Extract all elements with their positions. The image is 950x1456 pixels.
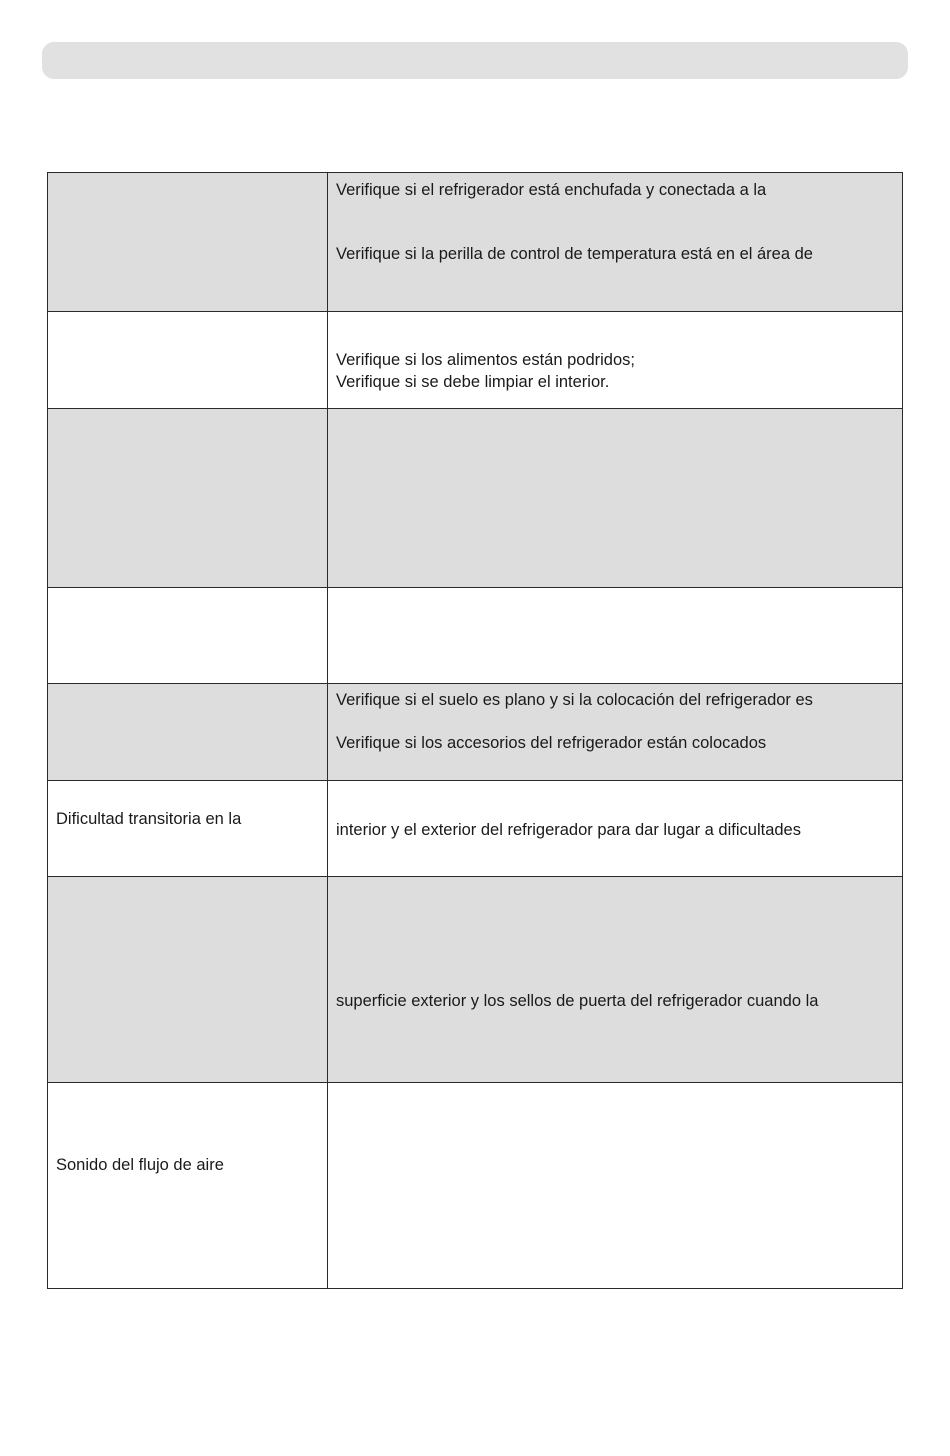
solution-line: Verifique si el refrigerador está enchufada y conectada a la bbox=[336, 181, 767, 199]
solution-cell bbox=[328, 173, 903, 311]
solution-line: superficie exterior y los sellos de puerta del refrigerador cuando la bbox=[336, 992, 819, 1010]
problem-cell bbox=[48, 781, 328, 876]
solution-cell bbox=[328, 409, 903, 587]
problem-line: Sonido del flujo de aire bbox=[56, 1156, 224, 1174]
solution-cell bbox=[328, 588, 903, 683]
solution-cell bbox=[328, 877, 903, 1082]
table-row bbox=[48, 684, 903, 781]
problem-cell bbox=[48, 877, 328, 1082]
problem-cell bbox=[48, 1083, 328, 1288]
solution-cell bbox=[328, 781, 903, 876]
solution-cell bbox=[328, 684, 903, 780]
table-row bbox=[48, 781, 903, 877]
solution-line: interior y el exterior del refrigerador para dar lugar a dificultades bbox=[336, 821, 801, 839]
table-row bbox=[48, 409, 903, 588]
table-row bbox=[48, 877, 903, 1083]
solution-line: Verifique si el suelo es plano y si la colocación del refrigerador es bbox=[336, 691, 813, 709]
solution-cell bbox=[328, 312, 903, 408]
section-header-bar bbox=[42, 42, 908, 79]
problem-cell bbox=[48, 409, 328, 587]
problem-line: Dificultad transitoria en la bbox=[56, 810, 242, 828]
solution-line: Verifique si los alimentos están podridos; bbox=[336, 351, 635, 369]
solution-cell bbox=[328, 1083, 903, 1288]
troubleshooting-table bbox=[47, 172, 903, 1289]
table-row bbox=[48, 588, 903, 684]
solution-line: Verifique si se debe limpiar el interior. bbox=[336, 373, 610, 391]
problem-cell bbox=[48, 588, 328, 683]
table-row bbox=[48, 173, 903, 312]
problem-cell bbox=[48, 312, 328, 408]
problem-cell bbox=[48, 684, 328, 780]
table-row bbox=[48, 1083, 903, 1289]
table-row bbox=[48, 312, 903, 409]
problem-cell bbox=[48, 173, 328, 311]
solution-line: Verifique si los accesorios del refrigerador están colocados bbox=[336, 734, 767, 752]
solution-line: Verifique si la perilla de control de temperatura está en el área de bbox=[336, 245, 813, 263]
